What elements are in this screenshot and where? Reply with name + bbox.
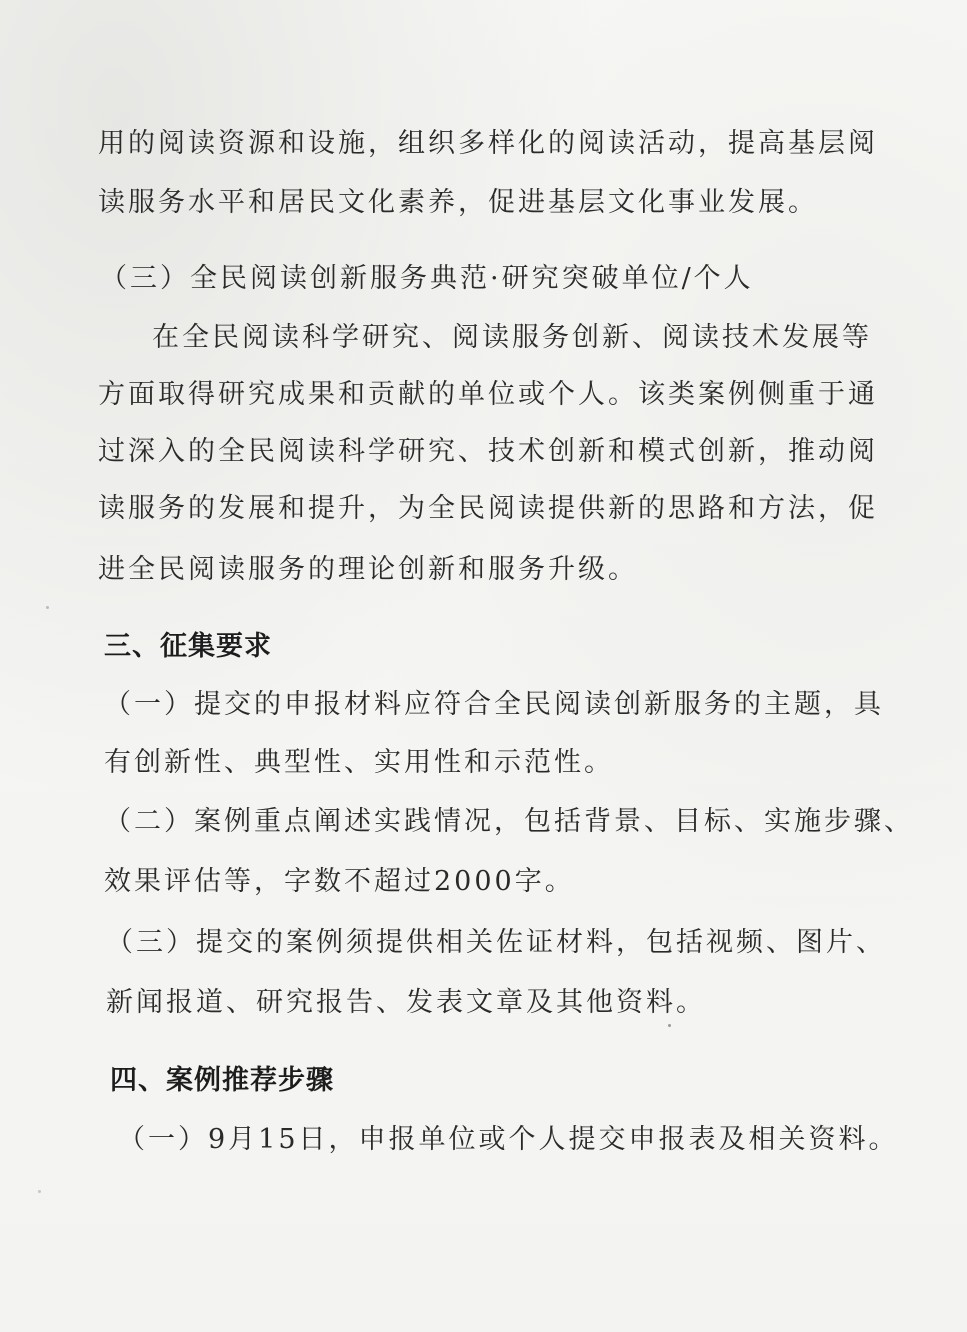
paragraph-line-1: 用的阅读资源和设施，组织多样化的阅读活动，提高基层阅 — [98, 128, 878, 159]
subsection-title: （三）全民阅读创新服务典范·研究突破单位/个人 — [100, 263, 754, 294]
section-heading-4: 四、案例推荐步骤 — [110, 1065, 334, 1096]
requirement-2-line-1: （二）案例重点阐述实践情况，包括背景、目标、实施步骤、 — [104, 806, 914, 837]
paragraph-line-7: 进全民阅读服务的理论创新和服务升级。 — [98, 554, 638, 585]
requirement-3-line-1: （三）提交的案例须提供相关佐证材料，包括视频、图片、 — [106, 927, 886, 958]
paragraph-line-6: 读服务的发展和提升，为全民阅读提供新的思路和方法，促 — [98, 493, 878, 524]
requirement-3-line-2: 新闻报道、研究报告、发表文章及其他资料。 — [106, 987, 706, 1018]
step-1-line: （一）9月15日，申报单位或个人提交申报表及相关资料。 — [118, 1124, 899, 1155]
requirement-1-line-1: （一）提交的申报材料应符合全民阅读创新服务的主题，具 — [104, 689, 884, 720]
section-heading-3: 三、征集要求 — [104, 631, 272, 662]
requirement-1-line-2: 有创新性、典型性、实用性和示范性。 — [104, 747, 614, 778]
scan-speck — [46, 606, 49, 609]
paragraph-line-4: 方面取得研究成果和贡献的单位或个人。该类案例侧重于通 — [98, 379, 878, 410]
scan-speck — [38, 1190, 41, 1193]
paragraph-line-5: 过深入的全民阅读科学研究、技术创新和模式创新，推动阅 — [98, 436, 878, 467]
paragraph-line-3: 在全民阅读科学研究、阅读服务创新、阅读技术发展等 — [152, 322, 872, 353]
requirement-2-line-2: 效果评估等，字数不超过2000字。 — [104, 866, 575, 897]
paragraph-line-2: 读服务水平和居民文化素养，促进基层文化事业发展。 — [98, 187, 818, 218]
scan-speck — [668, 1024, 671, 1027]
